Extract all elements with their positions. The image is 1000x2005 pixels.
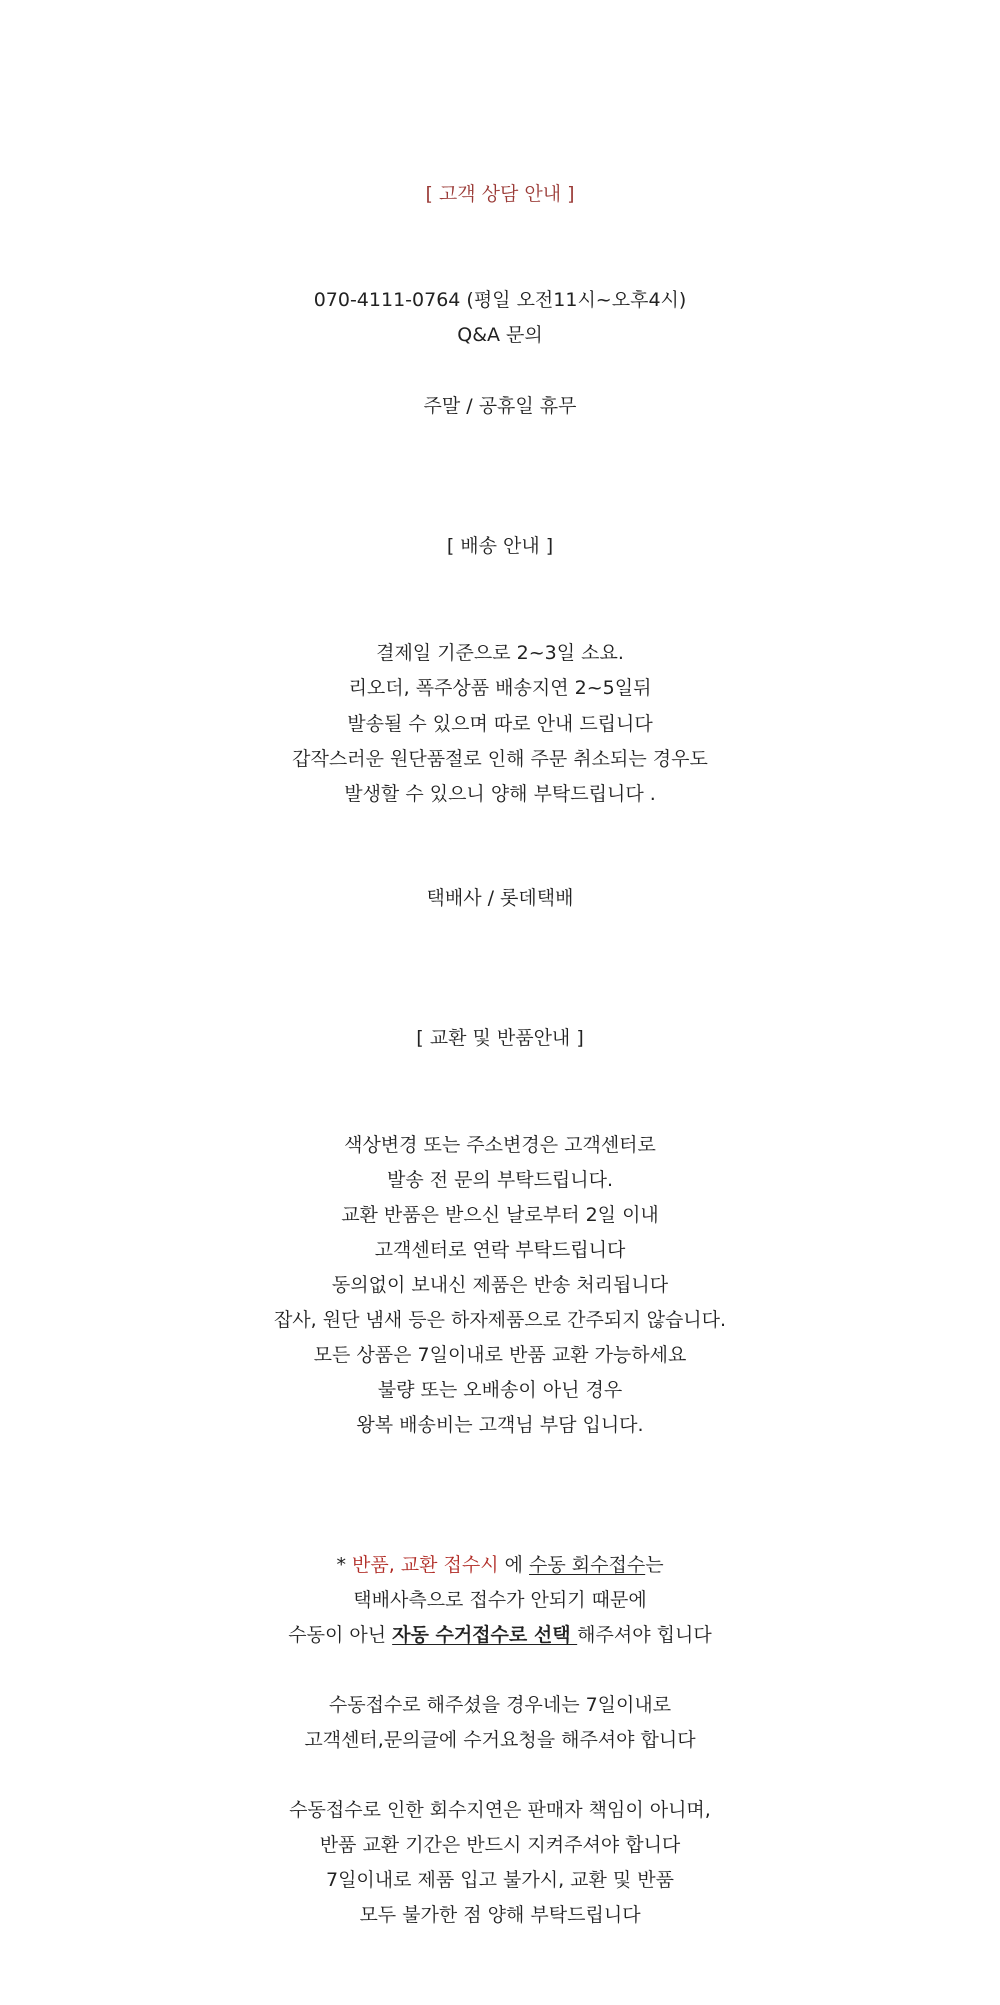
notice-line3-bold: 자동 수거접수로 선택 [392,1624,578,1646]
notice-mid-text: 에 [498,1554,530,1576]
notice-para2-line: 고객센터,문의글에 수거요청을 해주셔야 합니다 [304,1729,696,1751]
consult-holiday: 주말 / 공휴일 휴무 [423,395,577,417]
shipping-line: 발생할 수 있으니 양해 부탁드립니다 . [344,783,656,805]
notice-red-text: 반품, 교환 접수시 [351,1554,499,1576]
notice-underlined-text: 수동 회수접수 [529,1554,646,1576]
shipping-title: [ 배송 안내 ] [446,535,554,557]
notice-star: * [336,1554,352,1576]
shipping-line: 결제일 기준으로 2~3일 소요. [376,642,624,664]
notice-line-2: 택배사측으로 접수가 안되기 때문에 [353,1589,647,1611]
exchange-line: 모든 상품은 7일이내로 반품 교환 가능하세요 [313,1344,687,1366]
shipping-line: 갑작스러운 원단품절로 인해 주문 취소되는 경우도 [292,748,708,770]
notice-line3-post: 해주셔야 힙니다 [577,1624,712,1646]
notice-tail-text: 는 [645,1554,664,1576]
notice-line-1 [0,1552,1000,1578]
notice-para2-line: 수동접수로 해주셨을 경우네는 7일이내로 [328,1694,672,1716]
notice-para3-line: 모두 불가한 점 양해 부탁드립니다 [359,1904,641,1926]
exchange-line: 왕복 배송비는 고객님 부담 입니다. [356,1414,644,1436]
exchange-line: 교환 반품은 받으신 날로부터 2일 이내 [341,1204,659,1226]
exchange-title: [ 교환 및 반품안내 ] [416,1027,584,1049]
notice-line3-pre: 수동이 아닌 [288,1624,393,1646]
notice-line-3 [0,1622,1000,1648]
notice-para3-line: 7일이내로 제품 입고 불가시, 교환 및 반품 [325,1869,675,1891]
shipping-line: 리오더, 폭주상품 배송지연 2~5일뒤 [348,677,652,699]
consult-qna: Q&A 문의 [457,324,543,346]
exchange-line: 색상변경 또는 주소변경은 고객센터로 [344,1134,656,1156]
shipping-line: 발송될 수 있으며 따로 안내 드립니다 [347,713,653,735]
exchange-line: 잡사, 원단 냄새 등은 하자제품으로 간주되지 않습니다. [273,1309,727,1331]
exchange-line: 발송 전 문의 부탁드립니다. [386,1169,614,1191]
notice-para3-line: 수동접수로 인한 회수지연은 판매자 책임이 아니며, [289,1799,711,1821]
exchange-line: 고객센터로 연락 부탁드립니다 [374,1239,626,1261]
consult-title: [ 고객 상담 안내 ] [425,183,575,205]
exchange-line: 동의없이 보내신 제품은 반송 처리됩니다 [331,1274,669,1296]
notice-para3-line: 반품 교환 기간은 반드시 지켜주셔야 합니다 [319,1834,681,1856]
shipping-courier: 택배사 / 롯데택배 [426,887,574,909]
consult-phone: 070-4111-0764 (평일 오전11시~오후4시) [313,289,687,311]
exchange-line: 불량 또는 오배송이 아닌 경우 [377,1379,623,1401]
